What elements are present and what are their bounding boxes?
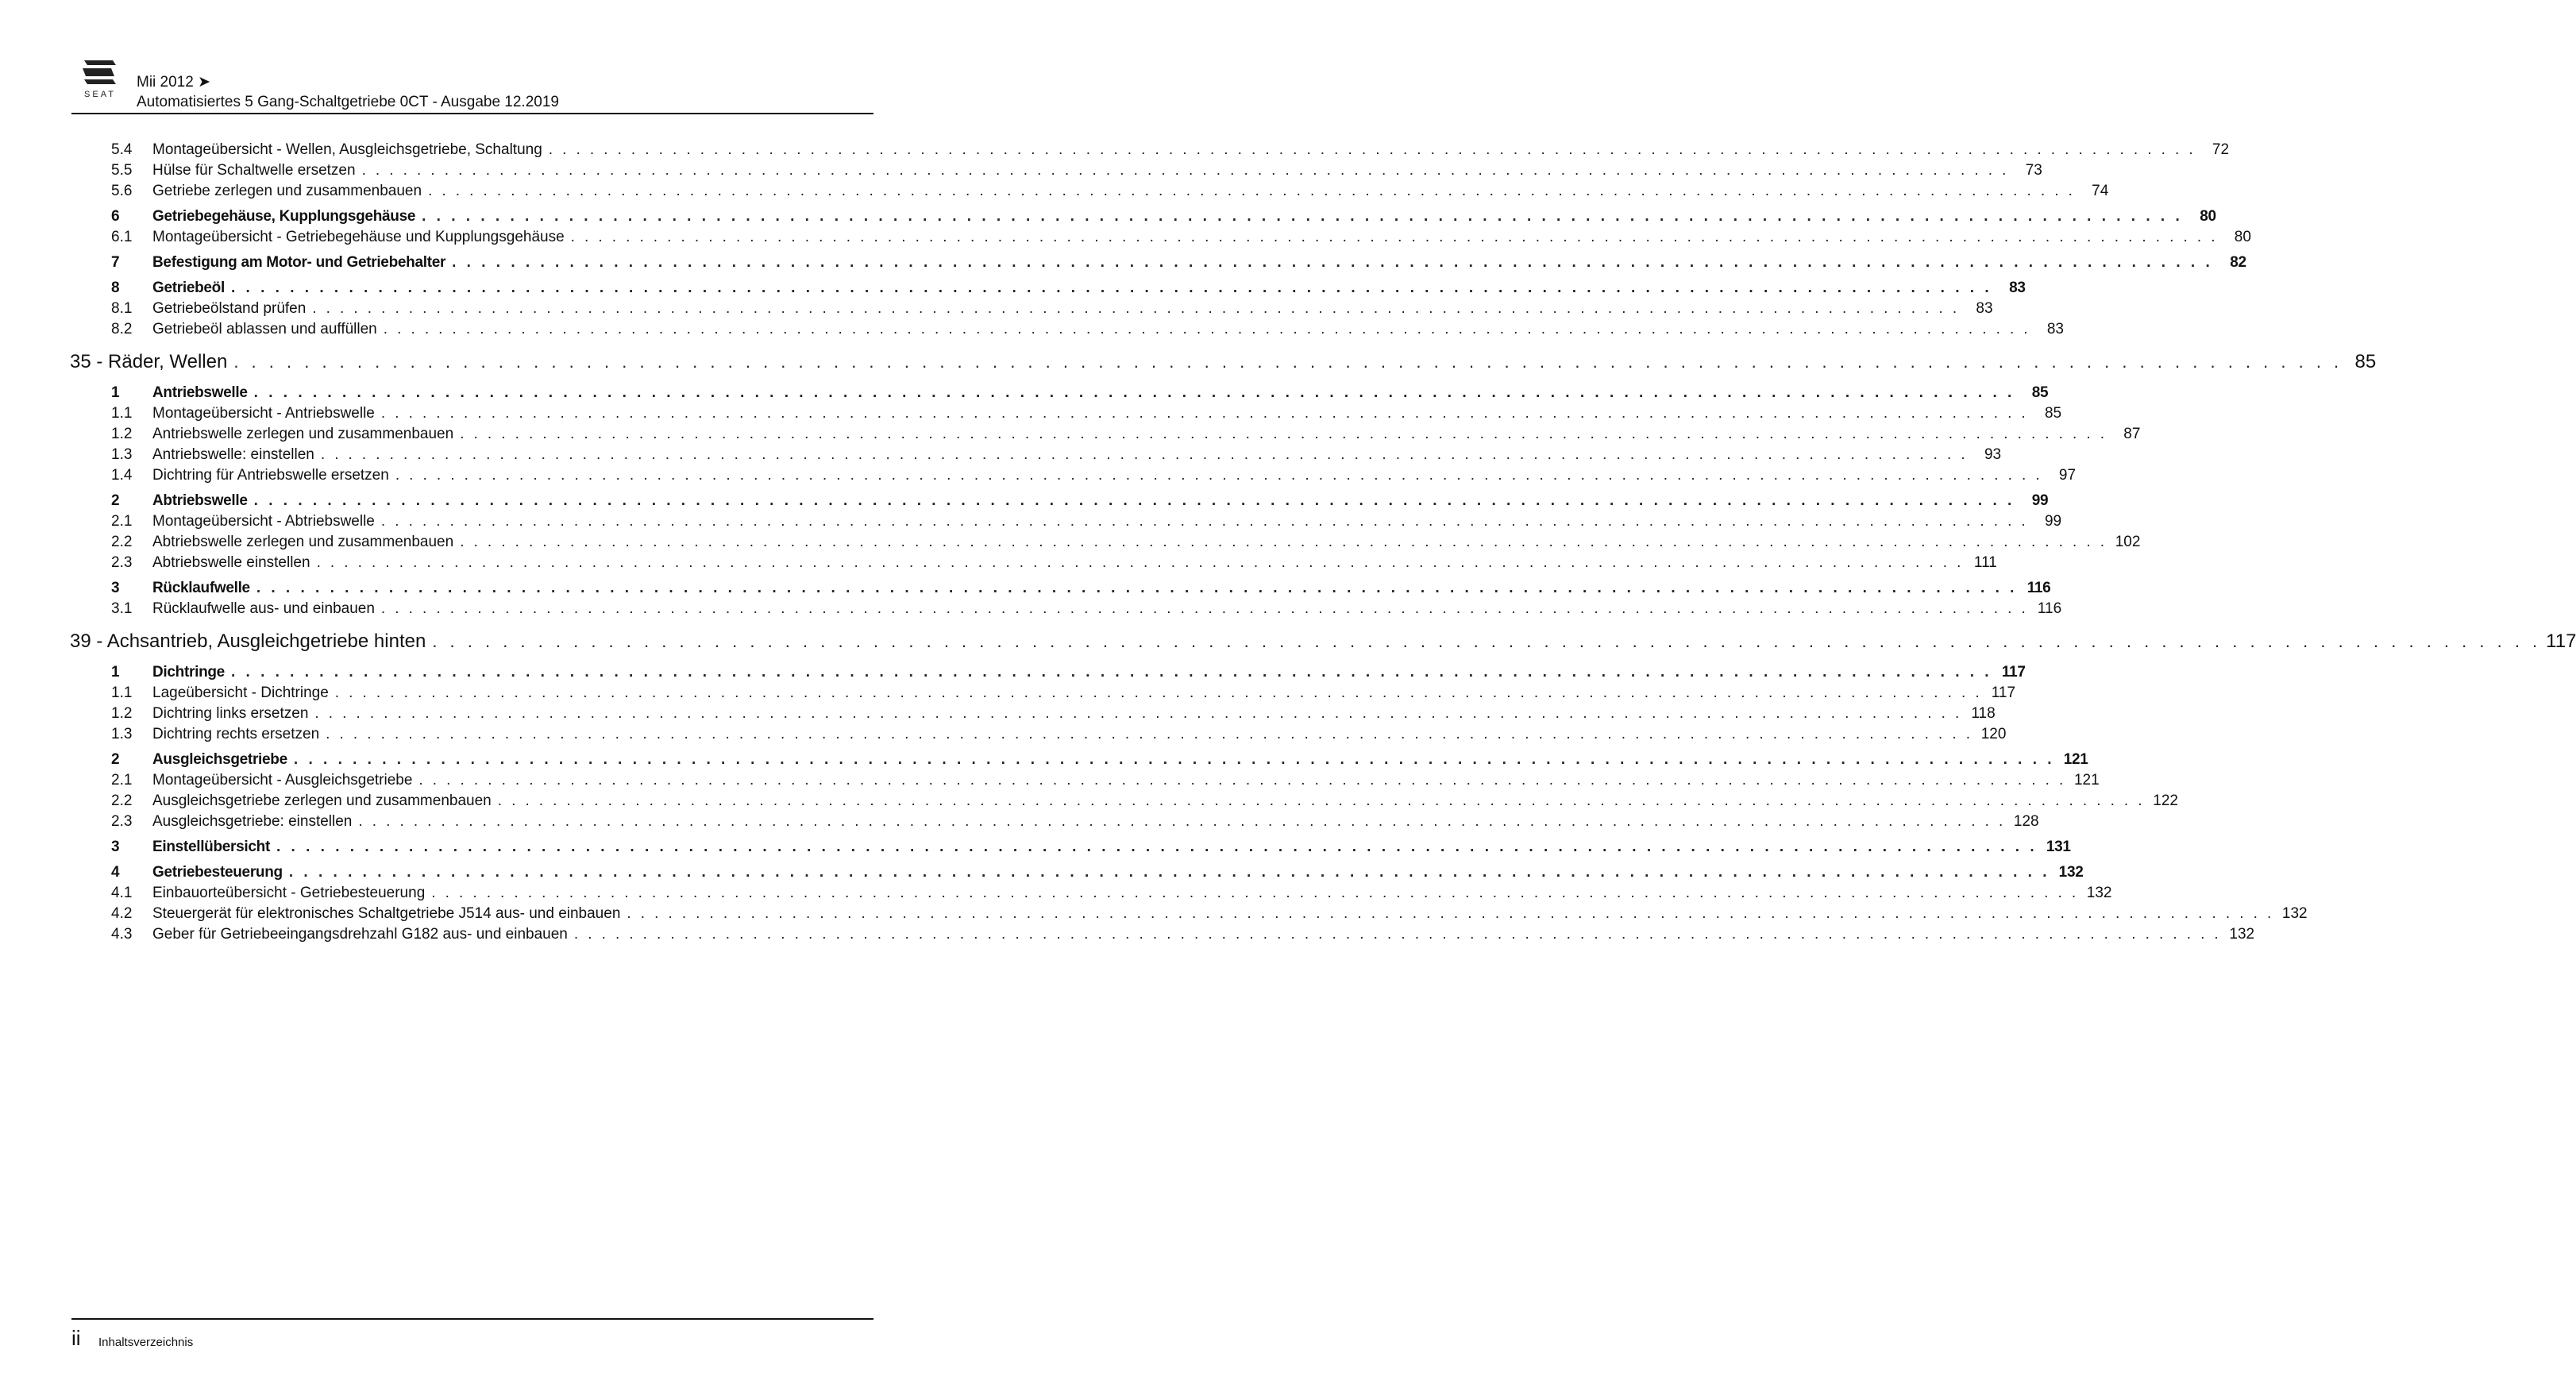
header-model: Mii 2012 ➤ xyxy=(137,74,211,91)
toc-dot-leader: . . . . . . . . . . . . . . . . . . . . . . . . . . . . . . . . . . . . . . . . . . . . . . . . . . . . . . . . . . . . . . . . . . . . . . . . . . . . . . . . . . . . . . . . . . . . . . . . . . . . . . . . . . . . . . . . . . . . . . . . xyxy=(230,664,1992,681)
toc-entry-number: 2.2 xyxy=(111,534,133,550)
toc-entry[interactable] xyxy=(70,750,2088,770)
toc-entry-number: 7 xyxy=(111,254,120,271)
toc-dot-leader: . . . . . . . . . . . . . . . . . . . . . . . . . . . . . . . . . . . . . . . . . . . . . . . . . . . . . . . . . . . . . . . . . . . . . . . . . . . . . . . . . . . . . . . . . . . . . . . . . . . . . . . . . . . . . . . . . . . . . . . . xyxy=(230,280,1992,296)
toc-entry-number: 2.1 xyxy=(111,772,133,789)
toc-entry[interactable] xyxy=(70,445,2002,465)
toc-entry[interactable] xyxy=(70,578,2051,599)
toc-entry-page: 83 xyxy=(2009,280,2026,296)
toc-entry-number: 5.5 xyxy=(111,162,133,179)
toc-dot-leader: . . . . . . . . . . . . . . . . . . . . . . . . . . . . . . . . . . . . . . . . . . . . . . . . . . . . . . . . . . . . . . . . . . . . . . . . . . . . . . . . . . . . . . . . . . . . . . . . . . . . . . . . . . . . . . . . . . . . . . . . xyxy=(460,426,2107,442)
toc-dot-leader: . . . . . . . . . . . . . . . . . . . . . . . . . . . . . . . . . . . . . . . . . . . . . . . . . . . . . . . . . . . . . . . . . . . . . . . . . . . . . . . . . . . . . . . . . . . . . . . . . . . . . . . . . . . . . . . . . . . . . . . . xyxy=(548,141,2196,158)
toc-dot-leader: . . . . . . . . . . . . . . . . . . . . . . . . . . . . . . . . . . . . . . . . . . . . . . . . . . . . . . . . . . . . . . . . . . . . . . . . . . . . . . . . . . . . . . . . . . . . . . . . . . . . . . . . . . . . . . . . . . . . . . . . xyxy=(288,864,2050,881)
toc-entry-page: 83 xyxy=(2046,321,2064,337)
toc-entry[interactable] xyxy=(70,511,2062,532)
toc-entry-page: 85 xyxy=(2354,351,2377,372)
toc-dot-leader: . . . . . . . . . . . . . . . . . . . . . . . . . . . . . . . . . . . . . . . . . . . . . . . . . . . . . . . . . . . . . . . . . . . . . . . . . . . . . . . . . . . . . . . . . . . . . . . . . . . . . . . . . . . . . . . . . . . . . . . . xyxy=(383,321,2030,337)
toc-entry-title: Antriebswelle zerlegen und zusammenbauen xyxy=(152,424,460,445)
toc-entry[interactable] xyxy=(70,181,2109,202)
toc-entry-page: 85 xyxy=(2031,384,2049,401)
toc-dot-leader: . . . . . . . . . . . . . . . . . . . . . . . . . . . . . . . . . . . . . . . . . . . . . . . . . . . . . . . . . . . . . . . . . . . . . . . . . . . . . . . . . . . . . . . . . . . . . . . . . . . . . . . . . . . . . . . . . . . . . . . . xyxy=(334,684,1983,701)
toc-entry[interactable] xyxy=(70,346,2377,378)
page-header xyxy=(71,48,873,114)
toc-entry-page: 121 xyxy=(2073,772,2100,789)
toc-entry-page: 121 xyxy=(2063,751,2088,768)
toc-entry-number: 2.1 xyxy=(111,513,133,530)
toc-entry-title: Dichtringe xyxy=(152,662,231,683)
toc-entry[interactable] xyxy=(70,553,1997,573)
toc-dot-leader: . . . . . . . . . . . . . . . . . . . . . . . . . . . . . . . . . . . . . . . . . . . . . . . . . . . . . . . . . . . . . . . . . . . . . . . . . . . . . . . . . . . . . . . . . . . . . . . . . . . . . . . . . . . . . . . . . . . . . . . . xyxy=(460,534,2107,550)
toc-entry-title: Abtriebswelle xyxy=(152,491,254,511)
toc-dot-leader: . . . . . . . . . . . . . . . . . . . . . . . . . . . . . . . . . . . . . . . . . . . . . . . . . . . . . . . . . . . . . . . . . . . . . . . . . . . . . . . . . . . . . . . . . . . . . . . . . . . . . . . . . . . . . . . . . . . . . . . . xyxy=(395,467,2043,484)
toc-entry-number: 1.1 xyxy=(111,684,133,701)
toc-dot-leader: . . . . . . . . . . . . . . . . . . . . . . . . . . . . . . . . . . . . . . . . . . . . . . . . . . . . . . . . . . . . . . . . . . . . . . . . . . . . . . . . . . . . . . . . . . . . . . . . . . . . . . . . . . . . . . . . . . . . . . . . xyxy=(570,229,2218,245)
toc-entry-title: Rücklaufwelle aus- und einbauen xyxy=(152,599,381,619)
toc-entry-title: Antriebswelle: einstellen xyxy=(152,445,321,465)
toc-entry-title: Abtriebswelle zerlegen und zusammenbauen xyxy=(152,532,460,553)
toc-dot-leader: . . . . . . . . . . . . . . . . . . . . . . . . . . . . . . . . . . . . . . . . . . . . . . . . . . . . . . . . . . . . . . . . . . . . . . . . . . . . . . . . . . . . . . . . . . . . . . . . . . . . . . . . . . . . . . . . . . . . . . . . xyxy=(358,813,2006,830)
toc-entry-number: 1 xyxy=(111,384,120,401)
toc-entry-page: 73 xyxy=(2025,162,2042,179)
toc-entry[interactable] xyxy=(70,206,2216,227)
toc-entry[interactable] xyxy=(70,299,1993,319)
toc-entry-title: 39 - Achsantrieb, Ausgleichgetriebe hinten xyxy=(70,626,432,657)
toc-entry[interactable] xyxy=(70,278,2026,299)
toc-entry-title: Getriebe zerlegen und zusammenbauen xyxy=(152,181,428,202)
toc-entry-title: Getriebeöl xyxy=(152,278,231,299)
toc-dot-leader: . . . . . . . . . . . . . . . . . . . . . . . . . . . . . . . . . . . . . . . . . . . . . . . . . . . . . . . . . . . . . . . . . . . . . . . . . . . . . . . . . . . . . . . . . . . . . . . . . . . . . . . . . . . . . . . . . . . . . . . . xyxy=(361,162,2009,179)
toc-entry[interactable] xyxy=(70,662,2026,683)
table-of-contents xyxy=(70,140,2576,945)
toc-entry-page: 82 xyxy=(2230,254,2246,271)
toc-entry-title: Befestigung am Motor- und Getriebehalter xyxy=(152,253,452,273)
toc-entry[interactable] xyxy=(70,491,2049,511)
toc-entry[interactable] xyxy=(70,160,2042,181)
toc-entry[interactable] xyxy=(70,791,2178,812)
toc-dot-leader: . . . . . . . . . . . . . . . . . . . . . . . . . . . . . . . . . . . . . . . . . . . . . . . . . . . . . . . . . . . . . . . . . . . . . . . . . . . . . . . . . . . . . . . . . . . . . . . . . . . . . . . . . . . . . . . . . . . . . . . . xyxy=(256,580,2018,596)
toc-entry-page: 117 xyxy=(2001,664,2026,681)
toc-entry-number: 1 xyxy=(111,664,120,681)
toc-entry-number: 1.2 xyxy=(111,705,133,722)
toc-dot-leader: . . . . . . . . . . . . . . . . . . . . . . . . . . . . . . . . . . . . . . . . . . . . . . . . . . . . . . . . . . . . . . . . . . . . . . . . . . . . . . . . . . . . . . . . . . . . . . . . . . . . . . . . . . . . . . . . . . . . . . . . xyxy=(380,405,2029,422)
toc-entry-number: 1.4 xyxy=(111,467,133,484)
toc-entry[interactable] xyxy=(70,683,2016,704)
footer-page-number: ii xyxy=(71,1326,81,1350)
toc-dot-leader: . . . . . . . . . . . . . . . . . . . . . . . . . . . . . . . . . . . . . . . . . . . . . . . . . . . . . . . . . . . . . . . . . . . . . . . . . . . . . . . . . . . . . . . . . . . . . . . . . . . . . . . . . . . . . . . . . . . . . . . . xyxy=(380,513,2029,530)
toc-entry-title: Getriebegehäuse, Kupplungsgehäuse xyxy=(152,206,422,227)
toc-entry-page: 72 xyxy=(2212,141,2230,158)
toc-entry-page: 116 xyxy=(2026,580,2051,596)
toc-entry-title: Montageübersicht - Antriebswelle xyxy=(152,403,381,424)
toc-entry-title: Ausgleichsgetriebe xyxy=(152,750,294,770)
toc-entry-page: 83 xyxy=(1976,300,1993,317)
toc-entry-number: 2.3 xyxy=(111,813,133,830)
toc-entry-title: Ausgleichsgetriebe: einstellen xyxy=(152,812,358,832)
toc-dot-leader: . . . . . . . . . . . . . . . . . . . . . . . . . . . . . . . . . . . . . . . . . . . . . . . . . . . . . . . . . . . . . . . . . . . . . . . . . . . . . . . . . . . . . . . . . . . . . . . . . . . . . . . . . . . . . . . . . . . . . . . . xyxy=(573,926,2222,943)
toc-entry-number: 3.1 xyxy=(111,600,133,617)
toc-entry-title: Dichtring rechts ersetzen xyxy=(152,724,326,745)
toc-entry-title: Dichtring links ersetzen xyxy=(152,704,314,724)
toc-entry-number: 3 xyxy=(111,839,120,855)
toc-dot-leader: . . . . . . . . . . . . . . . . . . . . . . . . . . . . . . . . . . . . . . . . . . . . . . . . . . . . . . . . . . . . . . . . . . . . . . . . . . . . . . . . . . . . . . . . . . . . . . . . . . . . . . . . . . . . . . . . . . . . . . . . xyxy=(431,885,2079,901)
toc-dot-leader: . . . . . . . . . . . . . . . . . . . . . . . . . . . . . . . . . . . . . . . . . . . . . . . . . . . . . . . . . . . . . . . . . . . . . . . . . . . . . . . . . . . . . . . . . . . . . . . . . . . . . . . . . . . . . . . . . . . . . . . . xyxy=(428,183,2076,199)
toc-entry-title: Montageübersicht - Ausgleichsgetriebe xyxy=(152,770,418,791)
toc-entry-title: Abtriebswelle einstellen xyxy=(152,553,317,573)
toc-entry[interactable] xyxy=(70,883,2112,904)
toc-dot-leader: . . . . . . . . . . . . . . . . . . . . . . . . . . . . . . . . . . . . . . . . . . . . . . . . . . . . . . . . . . . . . . . . . . . . . . . . . . . . . . . . . . . . . . . . . . . . . . . . . . . . . . . . . . . . . . . . . . . . . . . . xyxy=(497,792,2145,809)
toc-entry-number: 2.2 xyxy=(111,792,133,809)
toc-entry-page: 93 xyxy=(1984,446,2002,463)
toc-entry[interactable] xyxy=(70,812,2039,832)
toc-dot-leader: . . . . . . . . . . . . . . . . . . . . . . . . . . . . . . . . . . . . . . . . . . . . . . . . . . . . . . . . . . . . . . . . . . . . . . . . . . . . . . . . . . . . . . . . . . . . . . . . . . . . . . . . . . . . . . . . . . . . . . . . xyxy=(233,352,2343,372)
toc-entry-number: 1.1 xyxy=(111,405,133,422)
toc-entry-page: 102 xyxy=(2115,534,2141,550)
toc-entry-title: Steuergerät für elektronisches Schaltgetriebe J514 aus- und einbauen xyxy=(152,904,627,924)
toc-entry-title: Antriebswelle xyxy=(152,383,254,403)
toc-entry[interactable] xyxy=(70,837,2071,858)
toc-entry-title: Getriebeölstand prüfen xyxy=(152,299,312,319)
toc-entry[interactable] xyxy=(70,424,2141,445)
toc-entry-number: 5.6 xyxy=(111,183,133,199)
toc-entry-number: 2 xyxy=(111,751,120,768)
toc-entry-number: 6 xyxy=(111,208,120,225)
toc-entry-number: 8 xyxy=(111,280,120,296)
toc-entry[interactable] xyxy=(70,227,2251,248)
toc-dot-leader: . . . . . . . . . . . . . . . . . . . . . . . . . . . . . . . . . . . . . . . . . . . . . . . . . . . . . . . . . . . . . . . . . . . . . . . . . . . . . . . . . . . . . . . . . . . . . . . . . . . . . . . . . . . . . . . . . . . . . . . . xyxy=(320,446,1969,463)
toc-entry-page: 74 xyxy=(2092,183,2109,199)
toc-entry-title: Getriebeöl ablassen und auffüllen xyxy=(152,319,384,340)
toc-entry-number: 1.2 xyxy=(111,426,133,442)
toc-entry-page: 111 xyxy=(1973,554,1997,571)
toc-entry-number: 4.2 xyxy=(111,905,133,922)
toc-dot-leader: . . . . . . . . . . . . . . . . . . . . . . . . . . . . . . . . . . . . . . . . . . . . . . . . . . . . . . . . . . . . . . . . . . . . . . . . . . . . . . . . . . . . . . . . . . . . . . . . . . . . . . . . . . . . . . . . . . . . . . . . xyxy=(326,726,1973,742)
toc-entry-title: Geber für Getriebeeingangsdrehzahl G182 aus- und einbauen xyxy=(152,924,574,945)
toc-entry[interactable] xyxy=(70,862,2084,883)
toc-entry-page: 120 xyxy=(1980,726,2007,742)
toc-entry-page: 132 xyxy=(2281,905,2308,922)
toc-entry-title: Getriebesteuerung xyxy=(152,862,289,883)
toc-entry-number: 4.1 xyxy=(111,885,133,901)
toc-entry-number: 8.1 xyxy=(111,300,133,317)
toc-entry[interactable] xyxy=(70,626,2576,657)
toc-entry-page: 85 xyxy=(2044,405,2062,422)
toc-entry-number: 6.1 xyxy=(111,229,133,245)
toc-entry-title: Ausgleichsgetriebe zerlegen und zusammenbauen xyxy=(152,791,498,812)
toc-entry[interactable] xyxy=(70,319,2064,340)
toc-entry-page: 131 xyxy=(2046,839,2071,855)
toc-entry-title: Montageübersicht - Abtriebswelle xyxy=(152,511,381,532)
toc-entry[interactable] xyxy=(70,465,2077,486)
toc-entry[interactable] xyxy=(70,140,2230,160)
toc-entry-number: 4.3 xyxy=(111,926,133,943)
toc-dot-leader: . . . . . . . . . . . . . . . . . . . . . . . . . . . . . . . . . . . . . . . . . . . . . . . . . . . . . . . . . . . . . . . . . . . . . . . . . . . . . . . . . . . . . . . . . . . . . . . . . . . . . . . . . . . . . . . . . . . . . . . . xyxy=(312,300,1960,317)
toc-entry-number: 5.4 xyxy=(111,141,133,158)
toc-entry-title: Einbauorteübersicht - Getriebesteuerung xyxy=(152,883,431,904)
toc-entry-number: 2 xyxy=(111,492,120,509)
toc-dot-leader: . . . . . . . . . . . . . . . . . . . . . . . . . . . . . . . . . . . . . . . . . . . . . . . . . . . . . . . . . . . . . . . . . . . . . . . . . . . . . . . . . . . . . . . . . . . . . . . . . . . . . . . . . . . . . . . . . . . . . . . . xyxy=(314,705,1962,722)
toc-entry-number: 2.3 xyxy=(111,554,133,571)
toc-entry-page: 117 xyxy=(1991,684,2016,701)
seat-logo xyxy=(76,59,124,100)
toc-entry-page: 118 xyxy=(1971,705,1996,722)
toc-dot-leader: . . . . . . . . . . . . . . . . . . . . . . . . . . . . . . . . . . . . . . . . . . . . . . . . . . . . . . . . . . . . . . . . . . . . . . . . . . . . . . . . . . . . . . . . . . . . . . . . . . . . . . . . . . . . . . . . . . . . . . . . xyxy=(432,631,2542,651)
toc-entry-page: 116 xyxy=(2037,600,2062,617)
toc-entry-page: 128 xyxy=(2013,813,2039,830)
toc-entry[interactable] xyxy=(70,383,2049,403)
toc-entry-page: 99 xyxy=(2044,513,2062,530)
toc-entry[interactable] xyxy=(70,924,2255,945)
toc-entry-number: 3 xyxy=(111,580,120,596)
footer-label: Inhaltsverzeichnis xyxy=(98,1336,194,1349)
toc-entry[interactable] xyxy=(70,724,2007,745)
toc-entry[interactable] xyxy=(70,532,2141,553)
toc-entry-title: Einstellübersicht xyxy=(152,837,276,858)
toc-dot-leader: . . . . . . . . . . . . . . . . . . . . . . . . . . . . . . . . . . . . . . . . . . . . . . . . . . . . . . . . . . . . . . . . . . . . . . . . . . . . . . . . . . . . . . . . . . . . . . . . . . . . . . . . . . . . . . . . . . . . . . . . xyxy=(316,554,1964,571)
toc-dot-leader: . . . . . . . . . . . . . . . . . . . . . . . . . . . . . . . . . . . . . . . . . . . . . . . . . . . . . . . . . . . . . . . . . . . . . . . . . . . . . . . . . . . . . . . . . . . . . . . . . . . . . . . . . . . . . . . . . . . . . . . . xyxy=(293,751,2055,768)
toc-entry-title: Dichtring für Antriebswelle ersetzen xyxy=(152,465,395,486)
logo-text: SEAT xyxy=(84,90,116,99)
toc-dot-leader: . . . . . . . . . . . . . . . . . . . . . . . . . . . . . . . . . . . . . . . . . . . . . . . . . . . . . . . . . . . . . . . . . . . . . . . . . . . . . . . . . . . . . . . . . . . . . . . . . . . . . . . . . . . . . . . . . . . . . . . . xyxy=(627,905,2274,922)
toc-entry-title: Rücklaufwelle xyxy=(152,578,256,599)
toc-entry-title: Lageübersicht - Dichtringe xyxy=(152,683,335,704)
toc-entry-number: 1.3 xyxy=(111,726,133,742)
toc-entry-title: Montageübersicht - Wellen, Ausgleichsgetriebe, Schaltung xyxy=(152,140,549,160)
toc-entry-page: 87 xyxy=(2123,426,2141,442)
toc-entry-page: 99 xyxy=(2031,492,2049,509)
toc-entry-title: Montageübersicht - Getriebegehäuse und Kupplungsgehäuse xyxy=(152,227,571,248)
toc-entry-page: 132 xyxy=(2058,864,2084,881)
toc-entry-number: 4 xyxy=(111,864,120,881)
toc-entry-page: 117 xyxy=(2546,630,2576,652)
toc-dot-leader: . . . . . . . . . . . . . . . . . . . . . . . . . . . . . . . . . . . . . . . . . . . . . . . . . . . . . . . . . . . . . . . . . . . . . . . . . . . . . . . . . . . . . . . . . . . . . . . . . . . . . . . . . . . . . . . . . . . . . . . . xyxy=(418,772,2066,789)
toc-entry-page: 132 xyxy=(2229,926,2255,943)
page-footer xyxy=(71,1318,873,1350)
toc-entry-number: 1.3 xyxy=(111,446,133,463)
header-subtitle: Automatisiertes 5 Gang-Schaltgetriebe 0CT - Ausgabe 12.2019 xyxy=(137,94,559,110)
toc-entry-number: 8.2 xyxy=(111,321,133,337)
toc-entry-title: 35 - Räder, Wellen xyxy=(70,346,233,378)
toc-entry-title: Hülse für Schaltwelle ersetzen xyxy=(152,160,362,181)
toc-entry[interactable] xyxy=(70,253,2246,273)
toc-dot-leader: . . . . . . . . . . . . . . . . . . . . . . . . . . . . . . . . . . . . . . . . . . . . . . . . . . . . . . . . . . . . . . . . . . . . . . . . . . . . . . . . . . . . . . . . . . . . . . . . . . . . . . . . . . . . . . . . . . . . . . . . xyxy=(253,384,2015,401)
toc-dot-leader: . . . . . . . . . . . . . . . . . . . . . . . . . . . . . . . . . . . . . . . . . . . . . . . . . . . . . . . . . . . . . . . . . . . . . . . . . . . . . . . . . . . . . . . . . . . . . . . . . . . . . . . . . . . . . . . . . . . . . . . . xyxy=(422,208,2183,225)
toc-entry-page: 80 xyxy=(2234,229,2251,245)
toc-dot-leader: . . . . . . . . . . . . . . . . . . . . . . . . . . . . . . . . . . . . . . . . . . . . . . . . . . . . . . . . . . . . . . . . . . . . . . . . . . . . . . . . . . . . . . . . . . . . . . . . . . . . . . . . . . . . . . . . . . . . . . . . xyxy=(253,492,2015,509)
toc-entry-page: 80 xyxy=(2200,208,2216,225)
toc-entry[interactable] xyxy=(70,704,1996,724)
toc-entry-page: 97 xyxy=(2058,467,2077,484)
toc-entry-page: 122 xyxy=(2153,792,2178,809)
toc-dot-leader: . . . . . . . . . . . . . . . . . . . . . . . . . . . . . . . . . . . . . . . . . . . . . . . . . . . . . . . . . . . . . . . . . . . . . . . . . . . . . . . . . . . . . . . . . . . . . . . . . . . . . . . . . . . . . . . . . . . . . . . . xyxy=(380,600,2029,617)
toc-entry[interactable] xyxy=(70,403,2062,424)
toc-entry[interactable] xyxy=(70,904,2308,924)
toc-entry[interactable] xyxy=(70,770,2100,791)
toc-dot-leader: . . . . . . . . . . . . . . . . . . . . . . . . . . . . . . . . . . . . . . . . . . . . . . . . . . . . . . . . . . . . . . . . . . . . . . . . . . . . . . . . . . . . . . . . . . . . . . . . . . . . . . . . . . . . . . . . . . . . . . . . xyxy=(276,839,2038,855)
toc-entry[interactable] xyxy=(70,599,2062,619)
toc-dot-leader: . . . . . . . . . . . . . . . . . . . . . . . . . . . . . . . . . . . . . . . . . . . . . . . . . . . . . . . . . . . . . . . . . . . . . . . . . . . . . . . . . . . . . . . . . . . . . . . . . . . . . . . . . . . . . . . . . . . . . . . . xyxy=(452,254,2213,271)
toc-entry-page: 132 xyxy=(2086,885,2112,901)
